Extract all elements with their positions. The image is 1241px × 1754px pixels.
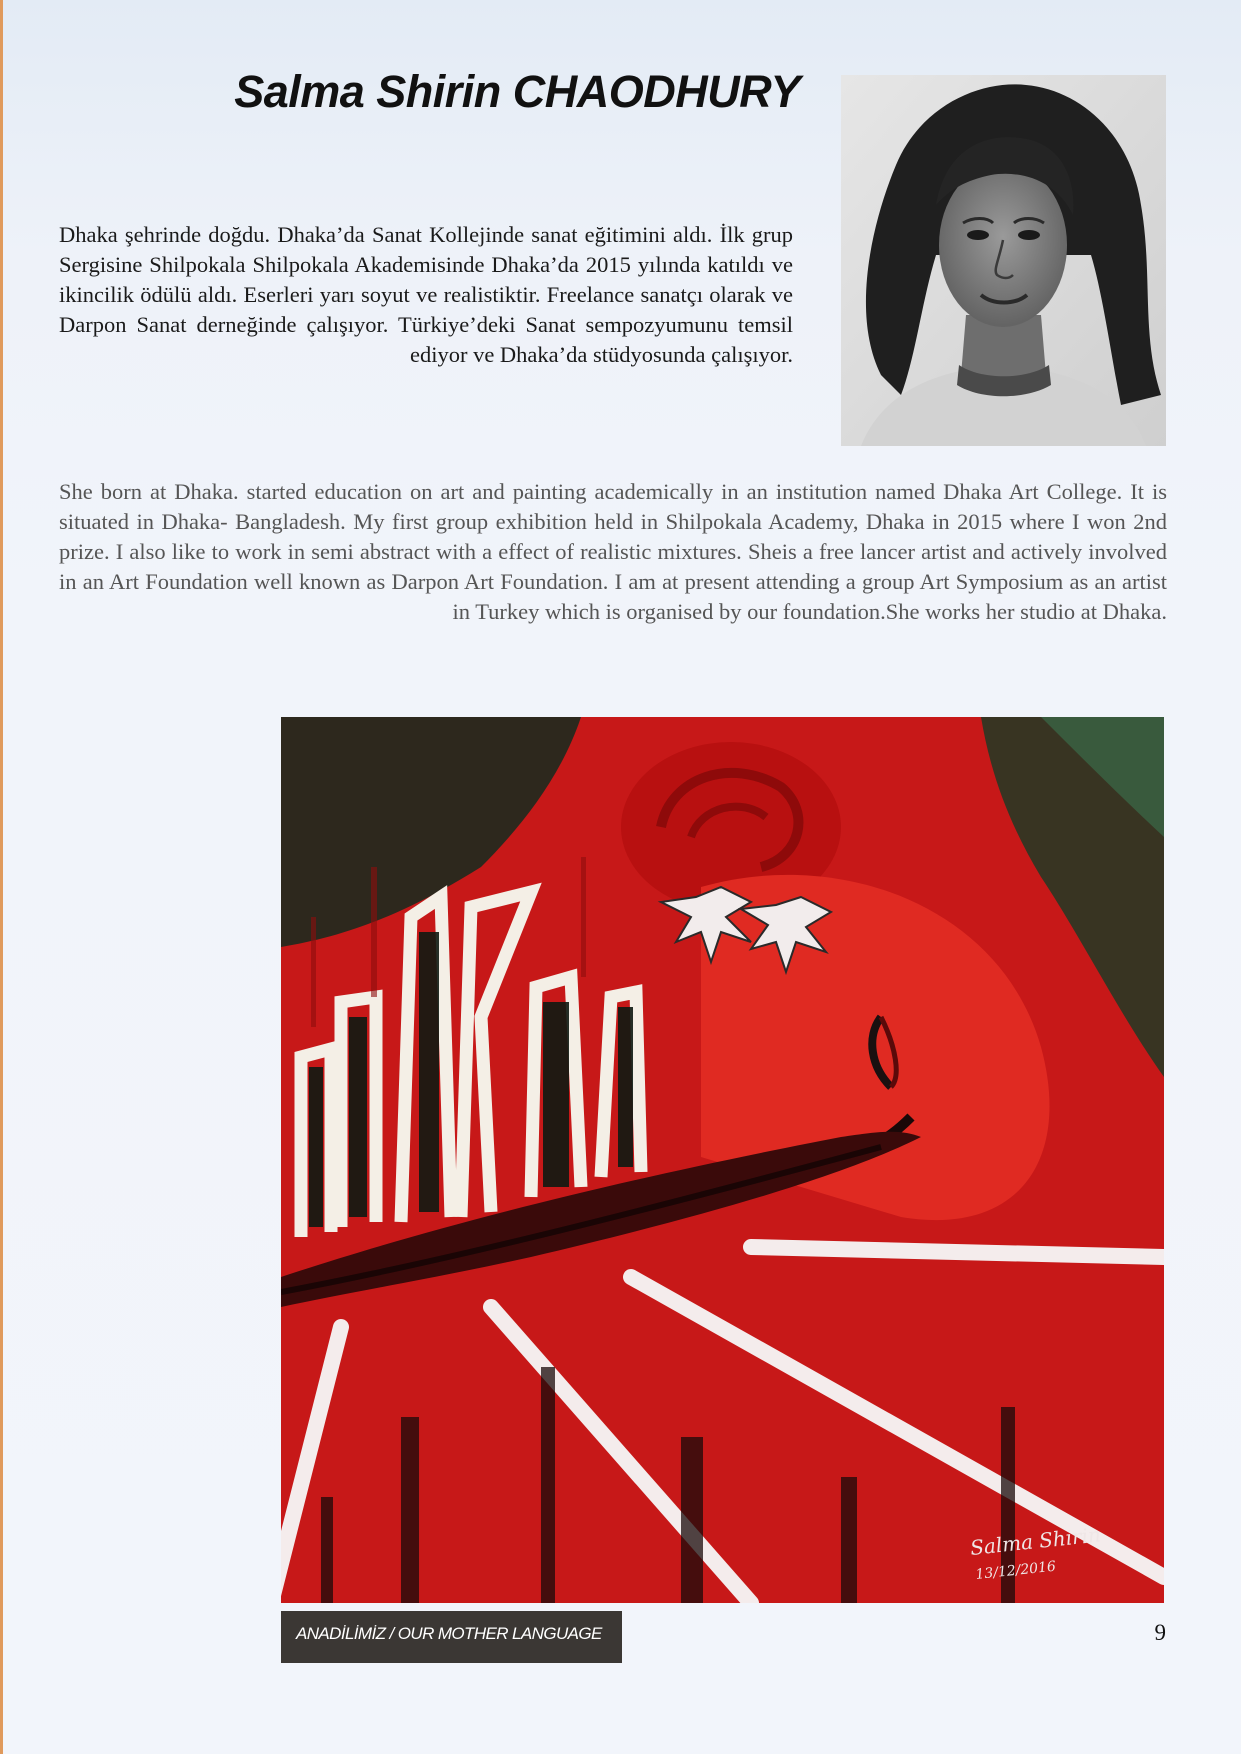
artist-bio-turkish: Dhaka şehrinde doğdu. Dhaka’da Sanat Kollejinde sanat eğitimini aldı. İlk grup Sergisine Shilpokala Shilpokala Akademisinde Dhaka’da 2015 yılında katıldı ve ikincilik ödülü aldı. Eserleri yarı soyut ve realistiktir. Freelance sanatçı olarak ve Darpon Sanat derneğinde çalışıyor. Türkiye’deki Sanat sempozyumunu temsil ediyor ve Dhaka’da stüdyosunda çalışıyor. bbox=[59, 222, 793, 367]
painting-signature-name: Salma Shirin bbox=[969, 1522, 1102, 1560]
publication-label: ANADİLİMİZ / OUR MOTHER LANGUAGE bbox=[296, 1624, 602, 1643]
artist-portrait-photo bbox=[841, 75, 1166, 446]
artist-bio-english: She born at Dhaka. started education on art and painting academically in an institution named Dhaka Art College. It is situated in Dhaka- Bangladesh. My first group exhibition held in Shilpokala Academy, Dhaka in 2015 where I won 2nd prize. I also like to work in semi abstract with a effect of realistic mixtures. Sheis a free lancer artist and actively involved in an Art Foundation well known as Darpon Art Foundation. I am at present attending a group Art Symposium as an artist in Turkey which is organised by our foundation.She works her studio at Dhaka. bbox=[59, 479, 1167, 624]
footer-band bbox=[281, 1611, 622, 1663]
painting-signature-date: 13/12/2016 bbox=[974, 1558, 1057, 1583]
portrait-image bbox=[841, 75, 1166, 446]
artist-name-title: Salma Shirin CHAODHURY bbox=[234, 66, 800, 117]
page-number: 9 bbox=[1154, 1620, 1166, 1645]
page-edge-line bbox=[0, 0, 3, 1754]
painting-image bbox=[281, 717, 1164, 1603]
artwork-painting bbox=[281, 717, 1164, 1603]
